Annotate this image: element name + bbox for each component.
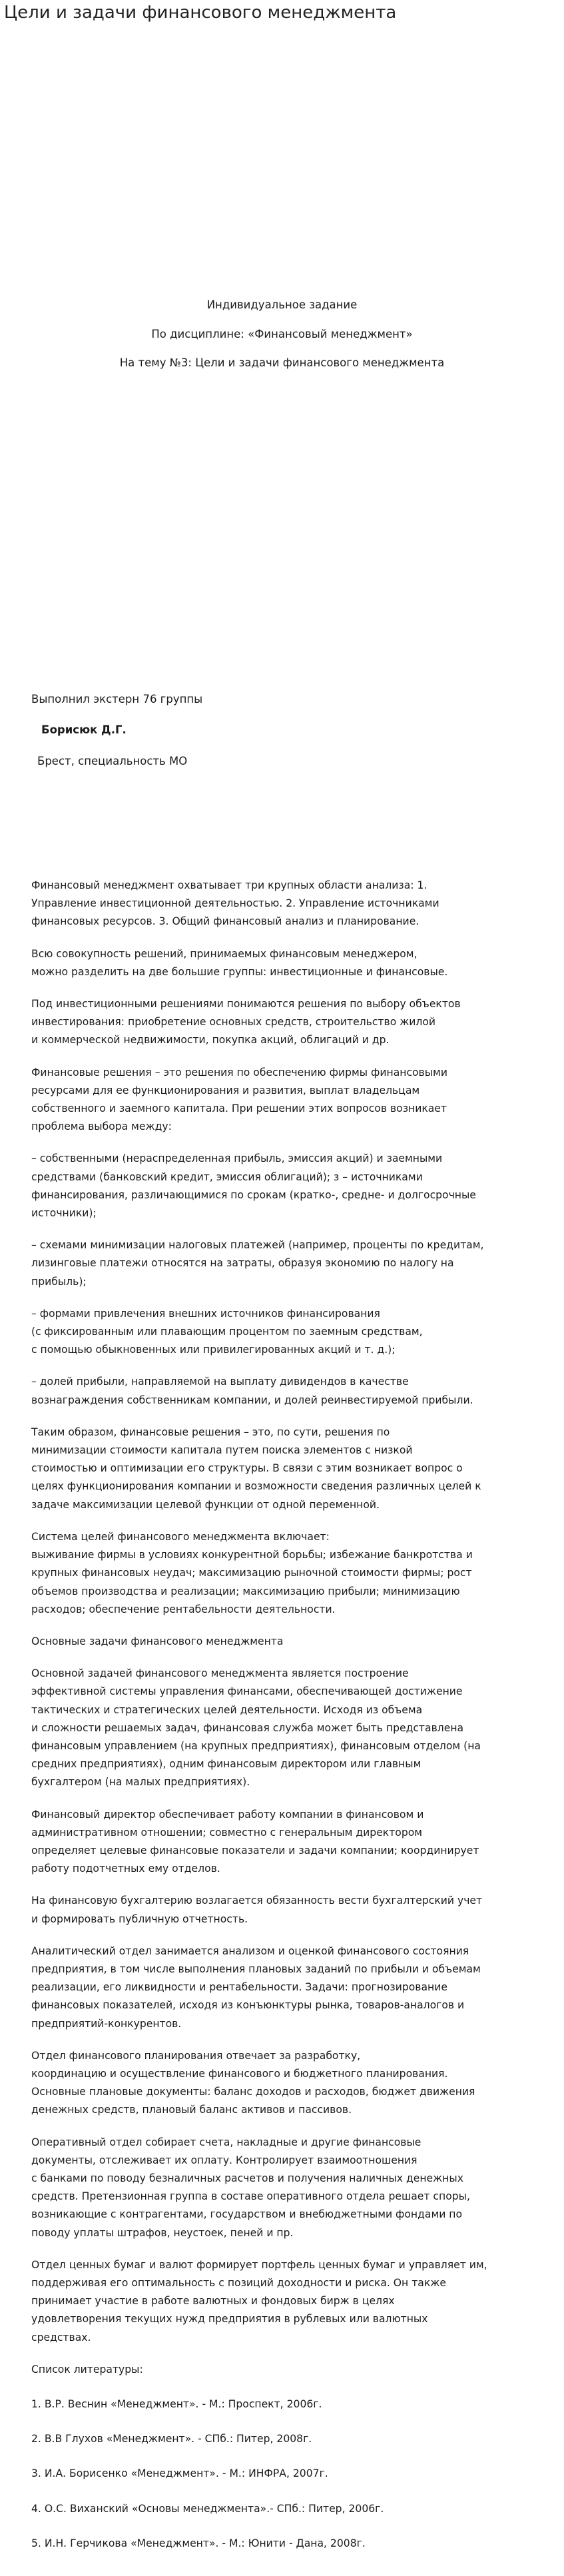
paragraph-line: прибыль); [31, 1275, 87, 1288]
reference-item: 1. В.Р. Веснин «Менеджмент». - М.: Проспект, 2006г. [31, 2398, 322, 2411]
paragraph-line: Основной задачей финансового менеджмента является построение [31, 1667, 409, 1680]
paragraph-line: можно разделить на две большие группы: инвестиционные и финансовые. [31, 965, 448, 978]
body-paragraph [31, 877, 554, 931]
body-paragraph [31, 1305, 554, 1360]
paragraph-line: – долей прибыли, направляемой на выплату дивидендов в качестве [31, 1376, 409, 1388]
paragraph-line: Под инвестиционными решениями понимаются решения по выбору объектов [31, 998, 461, 1011]
paragraph-line: Основные плановые документы: баланс доходов и расходов, бюджет движения [31, 2086, 475, 2098]
author-group: Выполнил экстерн 76 группы [31, 693, 203, 705]
paragraph-line: с помощью обыкновенных или привилегированных акций и т. д.); [31, 1344, 396, 1356]
body-paragraph [31, 945, 554, 981]
body-paragraph [31, 2047, 554, 2120]
assignment-topic: На тему №3: Цели и задачи финансового менеджмента [119, 356, 445, 369]
body-paragraph [31, 2134, 554, 2242]
body-paragraph [31, 1424, 554, 1514]
paragraph-line: возникающие с контрагентами, государством и внебюджетными фондами по [31, 2208, 463, 2221]
paragraph-line: задаче максимизации целевой функции от одной переменной. [31, 1498, 380, 1511]
paragraph-line: средствах. [31, 2331, 91, 2344]
paragraph-line: Финансовый директор обеспечивает работу компании в финансовом и [31, 1808, 424, 1821]
paragraph-line: поводу уплаты штрафов, неустоек, пеней и пр. [31, 2226, 294, 2239]
paragraph-line: Система целей финансового менеджмента включает: [31, 1530, 330, 1543]
paragraph-line: Управление инвестиционной деятельностью. 2. Управление источниками [31, 897, 439, 910]
paragraph-line: средствами (банковский кредит, эмиссия облигаций); з – источниками [31, 1170, 423, 1183]
paragraph-line: – собственными (нераспределенная прибыль, эмиссия акций) и заемными [31, 1152, 443, 1165]
paragraph-line: инвестирования: приобретение основных средств, строительство жилой [31, 1016, 436, 1029]
paragraph-line: координацию и осуществление финансового и бюджетного планирования. [31, 2067, 448, 2080]
paragraph-line: расходов; обеспечение рентабельности деятельности. [31, 1603, 336, 1615]
paragraph-line: принимает участие в работе валютных и фондовых бирж в целях [31, 2295, 395, 2308]
paragraph-line: (с фиксированным или плавающим процентом по заемным средствам, [31, 1326, 423, 1338]
body-paragraph [31, 1633, 554, 1651]
references-list [31, 2395, 554, 2553]
paragraph-line: тактических и стратегических целей деятельности. Исходя из объема [31, 1703, 423, 1716]
author-name: Борисюк Д.Г. [41, 723, 127, 736]
paragraph-line: вознаграждения собственникам компании, и долей реинвестируемой прибыли. [31, 1394, 473, 1406]
paragraph-line: стоимостью и оптимизации его структуры. В связи с этим возникает вопрос о [31, 1462, 463, 1475]
body-paragraph [31, 1806, 554, 1879]
paragraph-line: объемов производства и реализации; максимизацию прибыли; минимизацию [31, 1585, 460, 1597]
body-paragraph [31, 1150, 554, 1222]
paragraph-line: предприятия, в том числе выполнения плановых заданий по прибыли и объемам [31, 1962, 481, 1975]
paragraph-line: финансирования, различающимися по срокам (кратко-, средне- и долгосрочные [31, 1188, 476, 1201]
paragraph-line: финансовых показателей, исходя из конъюнктуры рынка, товаров-аналогов и [31, 1999, 465, 2012]
paragraph-line: денежных средств, плановый баланс активов и пассивов. [31, 2104, 352, 2116]
body-paragraph [31, 995, 554, 1050]
body-paragraph [31, 1064, 554, 1136]
reference-item: 2. В.В Глухов «Менеджмент». - СПб.: Питер, 2008г. [31, 2433, 312, 2445]
paragraph-line: проблема выбора между: [31, 1120, 172, 1133]
reference-item: 4. О.С. Виханский «Основы менеджмента».- СПб.: Питер, 2006г. [31, 2502, 384, 2515]
paragraph-line: бухгалтером (на малых предприятиях). [31, 1776, 250, 1789]
body-paragraph [31, 2256, 554, 2347]
paragraph-line: средних предприятиях), одним финансовым директором или главным [31, 1758, 422, 1771]
paragraph-line: реализации, его ликвидности и рентабельности. Задачи: прогнозирование [31, 1981, 447, 1994]
paragraph-line: финансовых ресурсов. 3. Общий финансовый анализ и планирование. [31, 915, 420, 928]
paragraph-line: эффективной системы управления финансами, обеспечивающей достижение [31, 1685, 463, 1698]
paragraph-line: Основные задачи финансового менеджмента [31, 1635, 284, 1647]
page-title: Цели и задачи финансового менеджмента [4, 3, 397, 23]
paragraph-line: Оперативный отдел собирает счета, накладные и другие финансовые [31, 2136, 422, 2148]
paragraph-line: Отдел финансового планирования отвечает за разработку, [31, 2049, 361, 2062]
paragraph-line: финансовым управлением (на крупных предприятиях), финансовым отделом (на [31, 1739, 481, 1752]
paragraph-line: На финансовую бухгалтерию возлагается обязанность вести бухгалтерский учет [31, 1895, 483, 1907]
paragraph-line: источники); [31, 1207, 97, 1220]
paragraph-line: выживание фирмы в условиях конкурентной борьбы; избежание банкротства и [31, 1549, 473, 1561]
references-title: Список литературы: [31, 2363, 143, 2375]
assignment-discipline: По дисциплине: «Финансовый менеджмент» [151, 328, 413, 340]
paragraph-line: лизинговые платежи относятся на затраты, образуя экономию по налогу на [31, 1257, 454, 1270]
body-text [31, 877, 554, 2569]
paragraph-line: Финансовый менеджмент охватывает три крупных области анализа: 1. [31, 879, 427, 891]
body-paragraph [31, 1236, 554, 1291]
paragraph-line: – формами привлечения внешних источников финансирования [31, 1307, 380, 1320]
body-paragraph [31, 1665, 554, 1791]
paragraph-line: крупных финансовых неудач; максимизацию рыночной стоимости фирмы; рост [31, 1567, 472, 1579]
assignment-heading: Индивидуальное задание [206, 298, 358, 311]
references [31, 2361, 554, 2553]
paragraph-line: – схемами минимизации налоговых платежей (например, проценты по кредитам, [31, 1239, 484, 1252]
paragraph-line: и коммерческой недвижимости, покупка акций, облигаций и др. [31, 1034, 390, 1047]
reference-item: 3. И.А. Борисенко «Менеджмент». - М.: ИНФРА, 2007г. [31, 2467, 328, 2480]
paragraph-line: целях функционирования компании и возможности сведения различных целей к [31, 1480, 481, 1493]
paragraph-line: предприятий-конкурентов. [31, 2017, 182, 2030]
body-paragraphs [31, 877, 554, 2347]
paragraph-line: Финансовые решения – это решения по обеспечению фирмы финансовыми [31, 1066, 447, 1078]
paragraph-line: собственного и заемного капитала. При решении этих вопросов возникает [31, 1102, 447, 1115]
paragraph-line: средств. Претензионная группа в составе оперативного отдела решает споры, [31, 2190, 470, 2203]
body-paragraph [31, 1942, 554, 2033]
paragraph-line: административном отношении; совместно с генеральным директором [31, 1826, 423, 1839]
paragraph-line: определяет целевые финансовые показатели и задачи компании; координирует [31, 1844, 479, 1857]
paragraph-line: минимизации стоимости капитала путем поиска элементов с низкой [31, 1444, 413, 1457]
author-city-specialty: Брест, специальность МО [37, 755, 188, 767]
paragraph-line: и сложности решаемых задач, финансовая служба может быть представлена [31, 1721, 464, 1734]
body-paragraph [31, 1892, 554, 1928]
paragraph-line: удовлетворения текущих нужд предприятия в рублевых или валютных [31, 2313, 428, 2326]
body-paragraph [31, 1373, 554, 1409]
paragraph-line: Таким образом, финансовые решения – это, по сути, решения по [31, 1426, 390, 1438]
paragraph-line: ресурсами для ее функционирования и развития, выплат владельцам [31, 1084, 420, 1096]
reference-item: 5. И.Н. Герчикова «Менеджмент». - М.: Юнити - Дана, 2008г. [31, 2537, 366, 2549]
paragraph-line: поддерживая его оптимальность с позиций доходности и риска. Он также [31, 2277, 446, 2289]
paragraph-line: работу подотчетных ему отделов. [31, 1863, 220, 1875]
paragraph-line: Отдел ценных бумаг и валют формирует портфель ценных бумаг и управляет им, [31, 2258, 487, 2271]
paragraph-line: с банками по поводу безналичных расчетов и получения наличных денежных [31, 2172, 463, 2184]
paragraph-line: Всю совокупность решений, принимаемых финансовым менеджером, [31, 947, 418, 960]
paragraph-line: документы, отслеживает их оплату. Контролирует взаимоотношения [31, 2154, 418, 2166]
body-paragraph [31, 1528, 554, 1619]
paragraph-line: и формировать публичную отчетность. [31, 1913, 248, 1925]
paragraph-line: Аналитический отдел занимается анализом и оценкой финансового состояния [31, 1944, 469, 1957]
